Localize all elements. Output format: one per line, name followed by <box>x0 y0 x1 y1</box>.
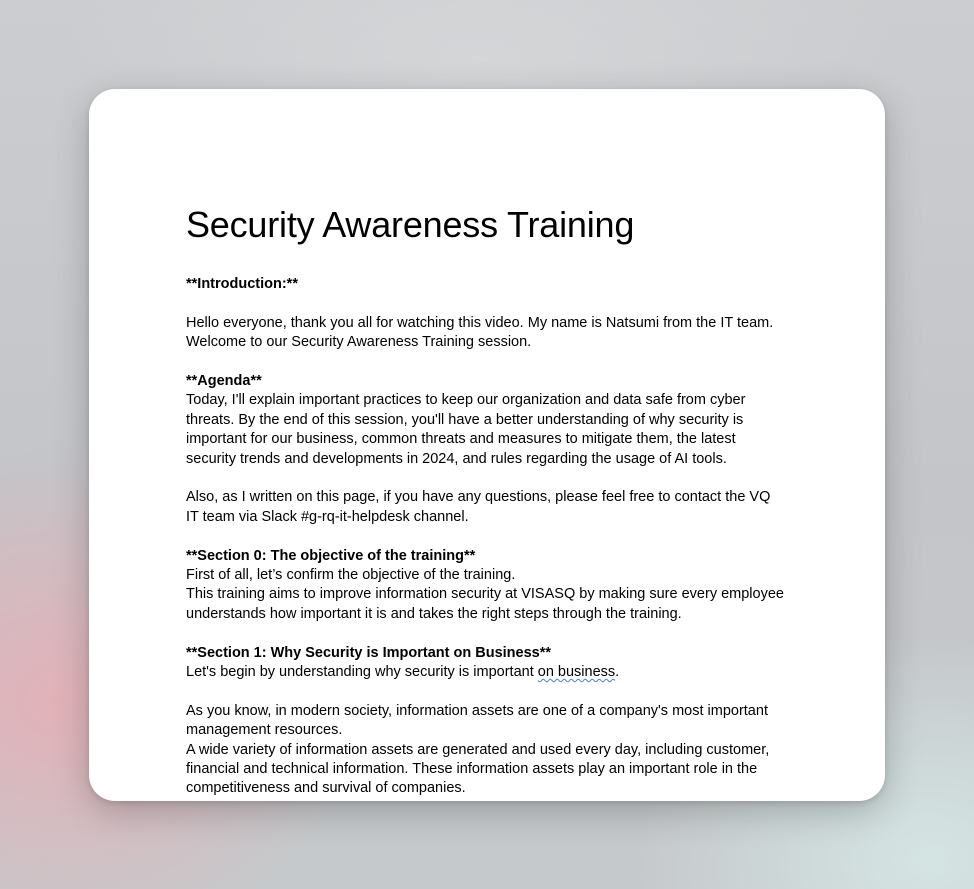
section0-line1: First of all, let’s confirm the objective of the training. <box>186 567 516 584</box>
agenda-block <box>186 372 786 469</box>
section0-heading: **Section 0: The objective of the training** <box>186 547 476 564</box>
section1-text-after: . <box>615 664 620 681</box>
assets-block <box>186 702 786 799</box>
intro-text: Hello everyone, thank you all for watching this video. My name is Natsumi from the IT team. Welcome to our Security Awareness Training session. <box>186 314 774 351</box>
intro-heading-block <box>186 275 786 294</box>
section1-heading: **Section 1: Why Security is Important on Business** <box>186 644 551 661</box>
section0-block <box>186 547 786 625</box>
intro-heading: **Introduction:** <box>186 276 298 292</box>
contact-text: Also, as I written on this page, if you have any questions, please feel free to contact the VQ IT team via Slack #g-rq-it-helpdesk channel. <box>186 489 771 525</box>
assets-line1: As you know, in modern society, information assets are one of a company's most important management resources. <box>186 702 768 739</box>
agenda-text: Today, I'll explain important practices to keep our organization and data safe from cyber threats. By the end of this session, you'll have a better understanding of why security is important for our business, common threats and measures to mitigate them, the latest security trends and developments in 2024, and rules regarding the usage of AI tools. <box>186 392 746 467</box>
agenda-heading: **Agenda** <box>186 373 262 389</box>
section0-line2: This training aims to improve information security at VISASQ by making sure every employee understands how important it is and takes the right steps through the training. <box>186 586 784 622</box>
intro-paragraph <box>186 314 786 353</box>
section1-block <box>186 644 786 683</box>
spellcheck-flagged-text[interactable]: on business <box>537 664 616 681</box>
document-body[interactable] <box>186 204 786 801</box>
assets-line2: A wide variety of information assets are generated and used every day, including customer, financial and technical information. These information assets play an important role in the competitiveness and survival of companies. <box>186 741 770 797</box>
section1-text-before: Let's begin by understanding why security is important <box>186 664 538 681</box>
document-title: Security Awareness Training <box>186 204 635 245</box>
contact-paragraph <box>186 488 786 527</box>
document-window <box>89 89 885 801</box>
section1-line <box>186 663 786 682</box>
